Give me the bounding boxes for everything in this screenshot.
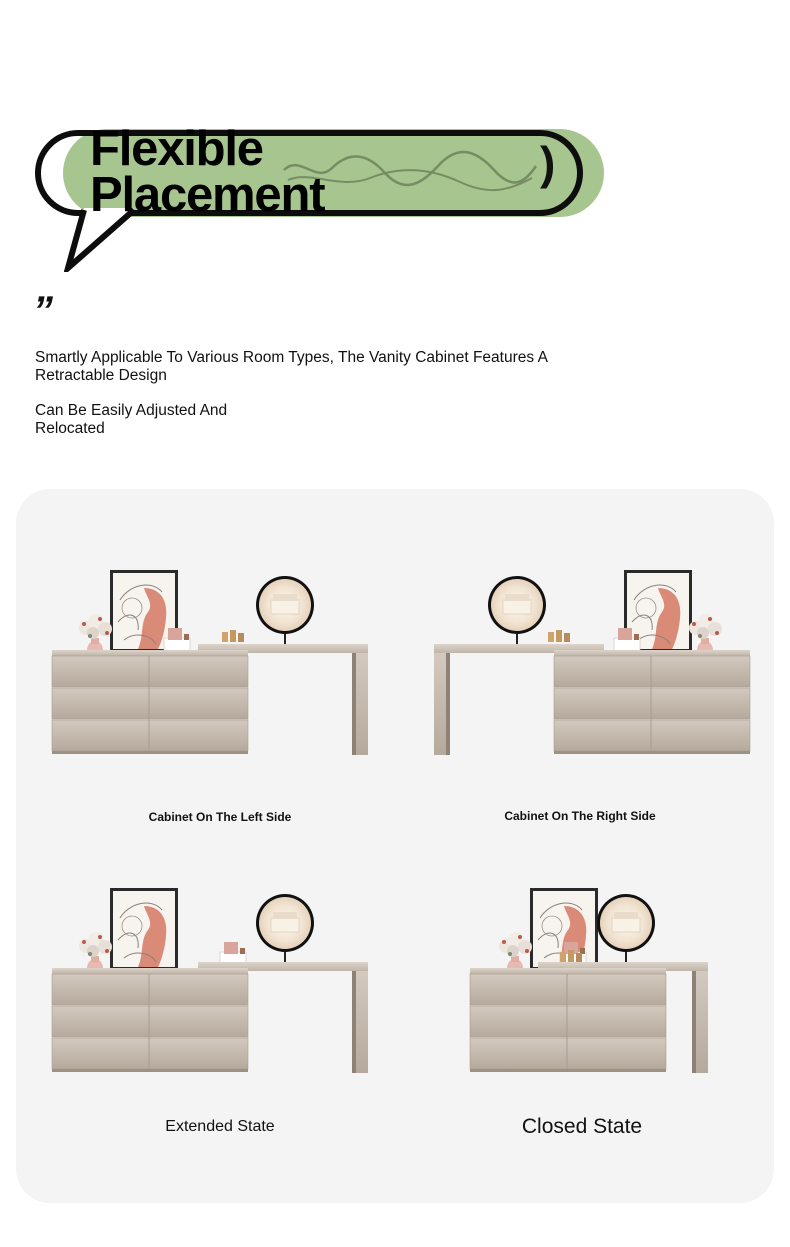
page-title <box>90 122 325 222</box>
vanity-illustration-extended <box>50 886 372 1078</box>
caption-right-cabinet: Cabinet On The Right Side <box>504 809 656 823</box>
description-secondary: Can Be Easily Adjusted And Relocated <box>35 402 228 437</box>
caption-left-cabinet: Cabinet On The Left Side <box>148 810 292 824</box>
vanity-illustration-closed <box>468 886 718 1078</box>
bubble-bracket: ) <box>540 137 556 189</box>
quote-icon: ” <box>33 289 53 333</box>
vanity-illustration-left-cabinet <box>50 568 372 760</box>
caption-extended-state: Extended State <box>165 1118 275 1135</box>
vanity-illustration-right-cabinet <box>430 568 752 760</box>
title-line-2: Placement <box>90 168 325 222</box>
description-primary: Smartly Applicable To Various Room Types, The Vanity Cabinet Features A Retractable Design <box>35 349 548 384</box>
caption-closed-state: Closed State <box>521 1115 643 1138</box>
title-line-1: Flexible <box>90 122 263 176</box>
